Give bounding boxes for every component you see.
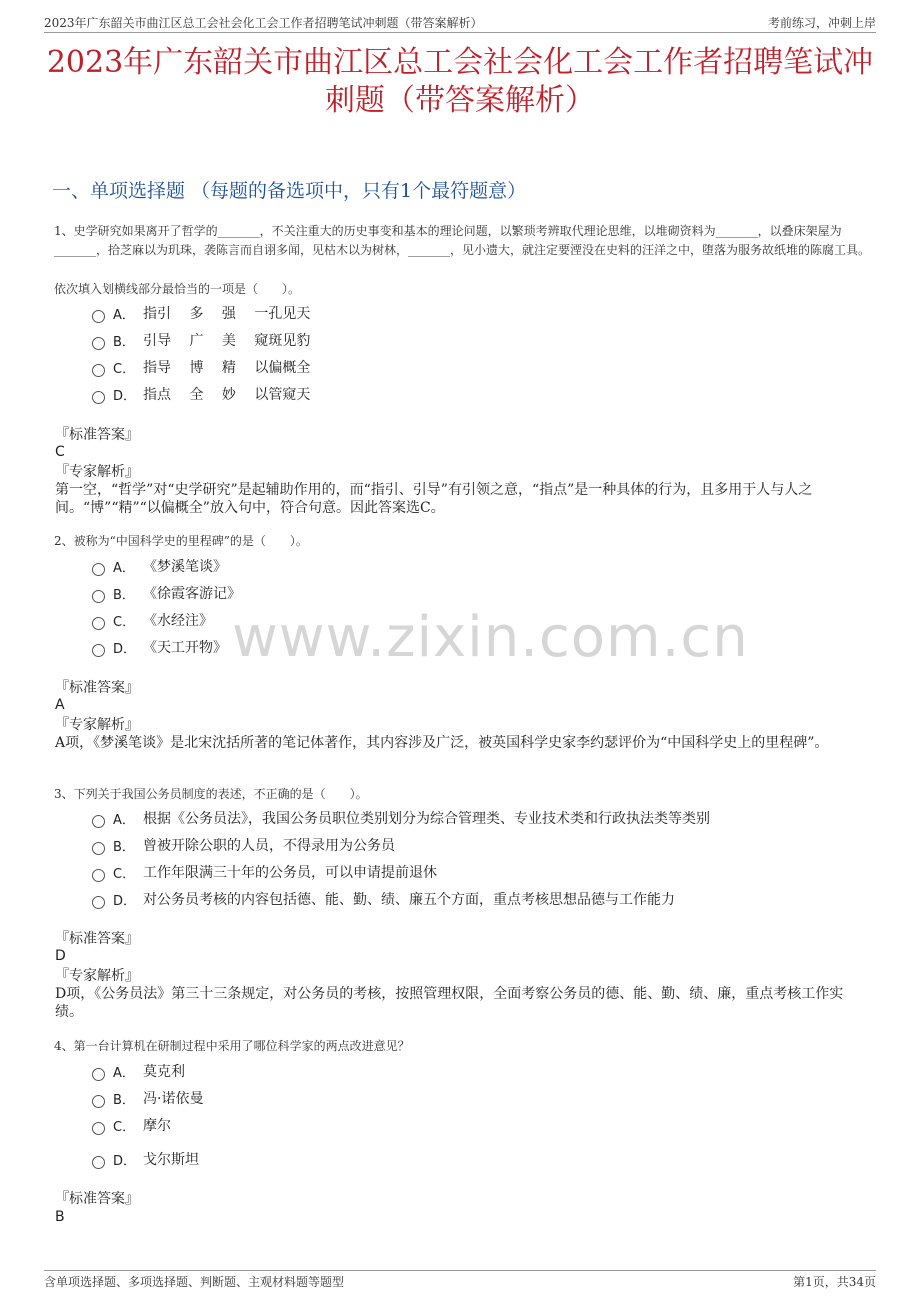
question-2-option-c[interactable] [92, 609, 213, 631]
footer-question-types: 含单项选择题、多项选择题、判断题、主观材料题等题型 [44, 1274, 345, 1289]
option-letter: A． [113, 1065, 135, 1081]
radio-icon [92, 337, 105, 350]
option-letter: D． [113, 1153, 137, 1169]
radio-icon [92, 644, 105, 657]
question-1-answer: C [55, 444, 65, 460]
header-document-title: 2023年广东韶关市曲江区总工会社会化工会工作者招聘笔试冲刺题（带答案解析） [44, 15, 483, 30]
document-title: 2023年广东韶关市曲江区总工会社会化工会工作者招聘笔试冲刺题（带答案解析） [46, 45, 874, 118]
option-letter: C． [113, 1119, 136, 1135]
option-text: 《梦溪笔谈》 [143, 559, 227, 575]
option-text: 《天工开物》 [143, 640, 227, 656]
question-1-instruction: 依次填入划横线部分最恰当的一项是（ ）。 [54, 282, 301, 296]
option-letter: D． [113, 388, 137, 404]
question-2-answer: A [55, 697, 65, 713]
option-letter: A． [113, 307, 135, 323]
question-4-answer-label: 『标准答案』 [55, 1191, 139, 1207]
option-text: 《徐霞客游记》 [143, 586, 241, 602]
option-text: 摩尔 [143, 1118, 171, 1134]
radio-icon [92, 842, 105, 855]
option-letter: A． [113, 560, 135, 576]
option-text: 引导 广 美 窥斑见豹 [143, 333, 311, 349]
option-letter: B． [113, 839, 135, 855]
question-1-option-a[interactable] [92, 302, 310, 324]
question-4-option-d[interactable] [92, 1148, 199, 1170]
radio-icon [92, 815, 105, 828]
radio-icon [92, 364, 105, 377]
question-2-answer-label: 『标准答案』 [55, 680, 139, 696]
question-2-option-b[interactable] [92, 582, 241, 604]
radio-icon [92, 563, 105, 576]
question-4-answer: B [55, 1209, 65, 1225]
question-2-stem: 2、被称为“中国科学史的里程碑”的是（ ）。 [54, 534, 308, 548]
option-letter: C． [113, 866, 136, 882]
question-4-option-a[interactable] [92, 1060, 185, 1082]
question-3-option-b[interactable] [92, 834, 395, 856]
question-2-option-d[interactable] [92, 636, 227, 658]
section-heading: 一、单项选择题 （每题的备选项中，只有1个最符题意） [52, 180, 527, 202]
question-1-option-c[interactable] [92, 356, 310, 378]
question-4-option-b[interactable] [92, 1087, 203, 1109]
radio-icon [92, 1156, 105, 1169]
question-3-answer-label: 『标准答案』 [55, 931, 139, 947]
option-text: 指点 全 妙 以管窥天 [143, 387, 311, 403]
radio-icon [92, 391, 105, 404]
option-letter: A． [113, 812, 135, 828]
watermark: www.zixin.com.cn [232, 605, 749, 670]
question-3-answer: D [55, 948, 66, 964]
radio-icon [92, 869, 105, 882]
option-letter: D． [113, 641, 137, 657]
option-letter: C． [113, 614, 136, 630]
option-text: 戈尔斯坦 [143, 1152, 199, 1168]
question-1-analysis: 第一空，“哲学”对“史学研究”是起辅助作用的，而“指引、引导”有引领之意，“指点”是一种具体的行为，且多用于人与人之间。“博”“精”“以偏概全”放入句中，符合句意。因此答案选C。 [55, 482, 813, 516]
radio-icon [92, 896, 105, 909]
question-4-option-c[interactable] [92, 1114, 171, 1136]
question-3-option-d[interactable] [92, 888, 675, 910]
radio-icon [92, 310, 105, 323]
radio-icon [92, 590, 105, 603]
question-1-answer-label: 『标准答案』 [55, 427, 139, 443]
option-text: 指引 多 强 一孔见天 [143, 306, 311, 322]
option-text: 《水经注》 [143, 613, 213, 629]
question-3-option-a[interactable] [92, 807, 710, 829]
option-letter: B． [113, 1092, 135, 1108]
question-3-analysis-label: 『专家解析』 [55, 968, 139, 984]
option-letter: C． [113, 361, 136, 377]
question-1-stem: 1、史学研究如果离开了哲学的_______，不关注重大的历史事变和基本的理论问题，以繁琐考辨取代理论思维，以堆砌资料为_______，以叠床架屋为_______，拾芝麻以为玑珠，袭陈言而自诩多闻，见枯木以为树林，_______，见小遗大，就注定要湮没在史料的汪洋之中，堕落为服务故纸堆的陈腐工具。 [54, 224, 871, 257]
question-1-option-d[interactable] [92, 383, 310, 405]
option-letter: D． [113, 893, 137, 909]
question-2-option-a[interactable] [92, 555, 227, 577]
question-3-analysis: D项，《公务员法》第三十三条规定，对公务员的考核，按照管理权限，全面考察公务员的德、能、勤、绩、廉，重点考核工作实绩。 [55, 986, 844, 1020]
option-text: 指导 博 精 以偏概全 [143, 360, 311, 376]
question-2-analysis: A项，《梦溪笔谈》是北宋沈括所著的笔记体著作，其内容涉及广泛，被英国科学史家李约瑟评价为“中国科学史上的里程碑”。 [55, 735, 829, 751]
question-1-analysis-label: 『专家解析』 [55, 464, 139, 480]
page-footer [44, 1270, 876, 1291]
option-text: 对公务员考核的内容包括德、能、勤、绩、廉五个方面，重点考核思想品德与工作能力 [143, 892, 675, 908]
question-1-option-b[interactable] [92, 329, 310, 351]
option-letter: B． [113, 334, 135, 350]
footer-page-number: 第1页，共34页 [793, 1274, 876, 1289]
question-3-stem: 3、下列关于我国公务员制度的表述，不正确的是（ ）。 [54, 787, 368, 801]
question-2-analysis-label: 『专家解析』 [55, 717, 139, 733]
option-text: 莫克利 [143, 1064, 185, 1080]
page-header [44, 12, 876, 33]
option-text: 根据《公务员法》，我国公务员职位类别划分为综合管理类、专业技术类和行政执法类等类别 [143, 811, 710, 827]
header-slogan: 考前练习，冲刺上岸 [767, 15, 876, 30]
radio-icon [92, 1095, 105, 1108]
radio-icon [92, 1068, 105, 1081]
option-text: 冯·诺依曼 [143, 1091, 204, 1107]
question-3-option-c[interactable] [92, 861, 437, 883]
option-text: 曾被开除公职的人员，不得录用为公务员 [143, 838, 395, 854]
option-letter: B． [113, 587, 135, 603]
question-4-stem: 4、第一台计算机在研制过程中采用了哪位科学家的两点改进意见？ [54, 1039, 410, 1053]
option-text: 工作年限满三十年的公务员，可以申请提前退休 [143, 865, 437, 881]
radio-icon [92, 1122, 105, 1135]
radio-icon [92, 617, 105, 630]
